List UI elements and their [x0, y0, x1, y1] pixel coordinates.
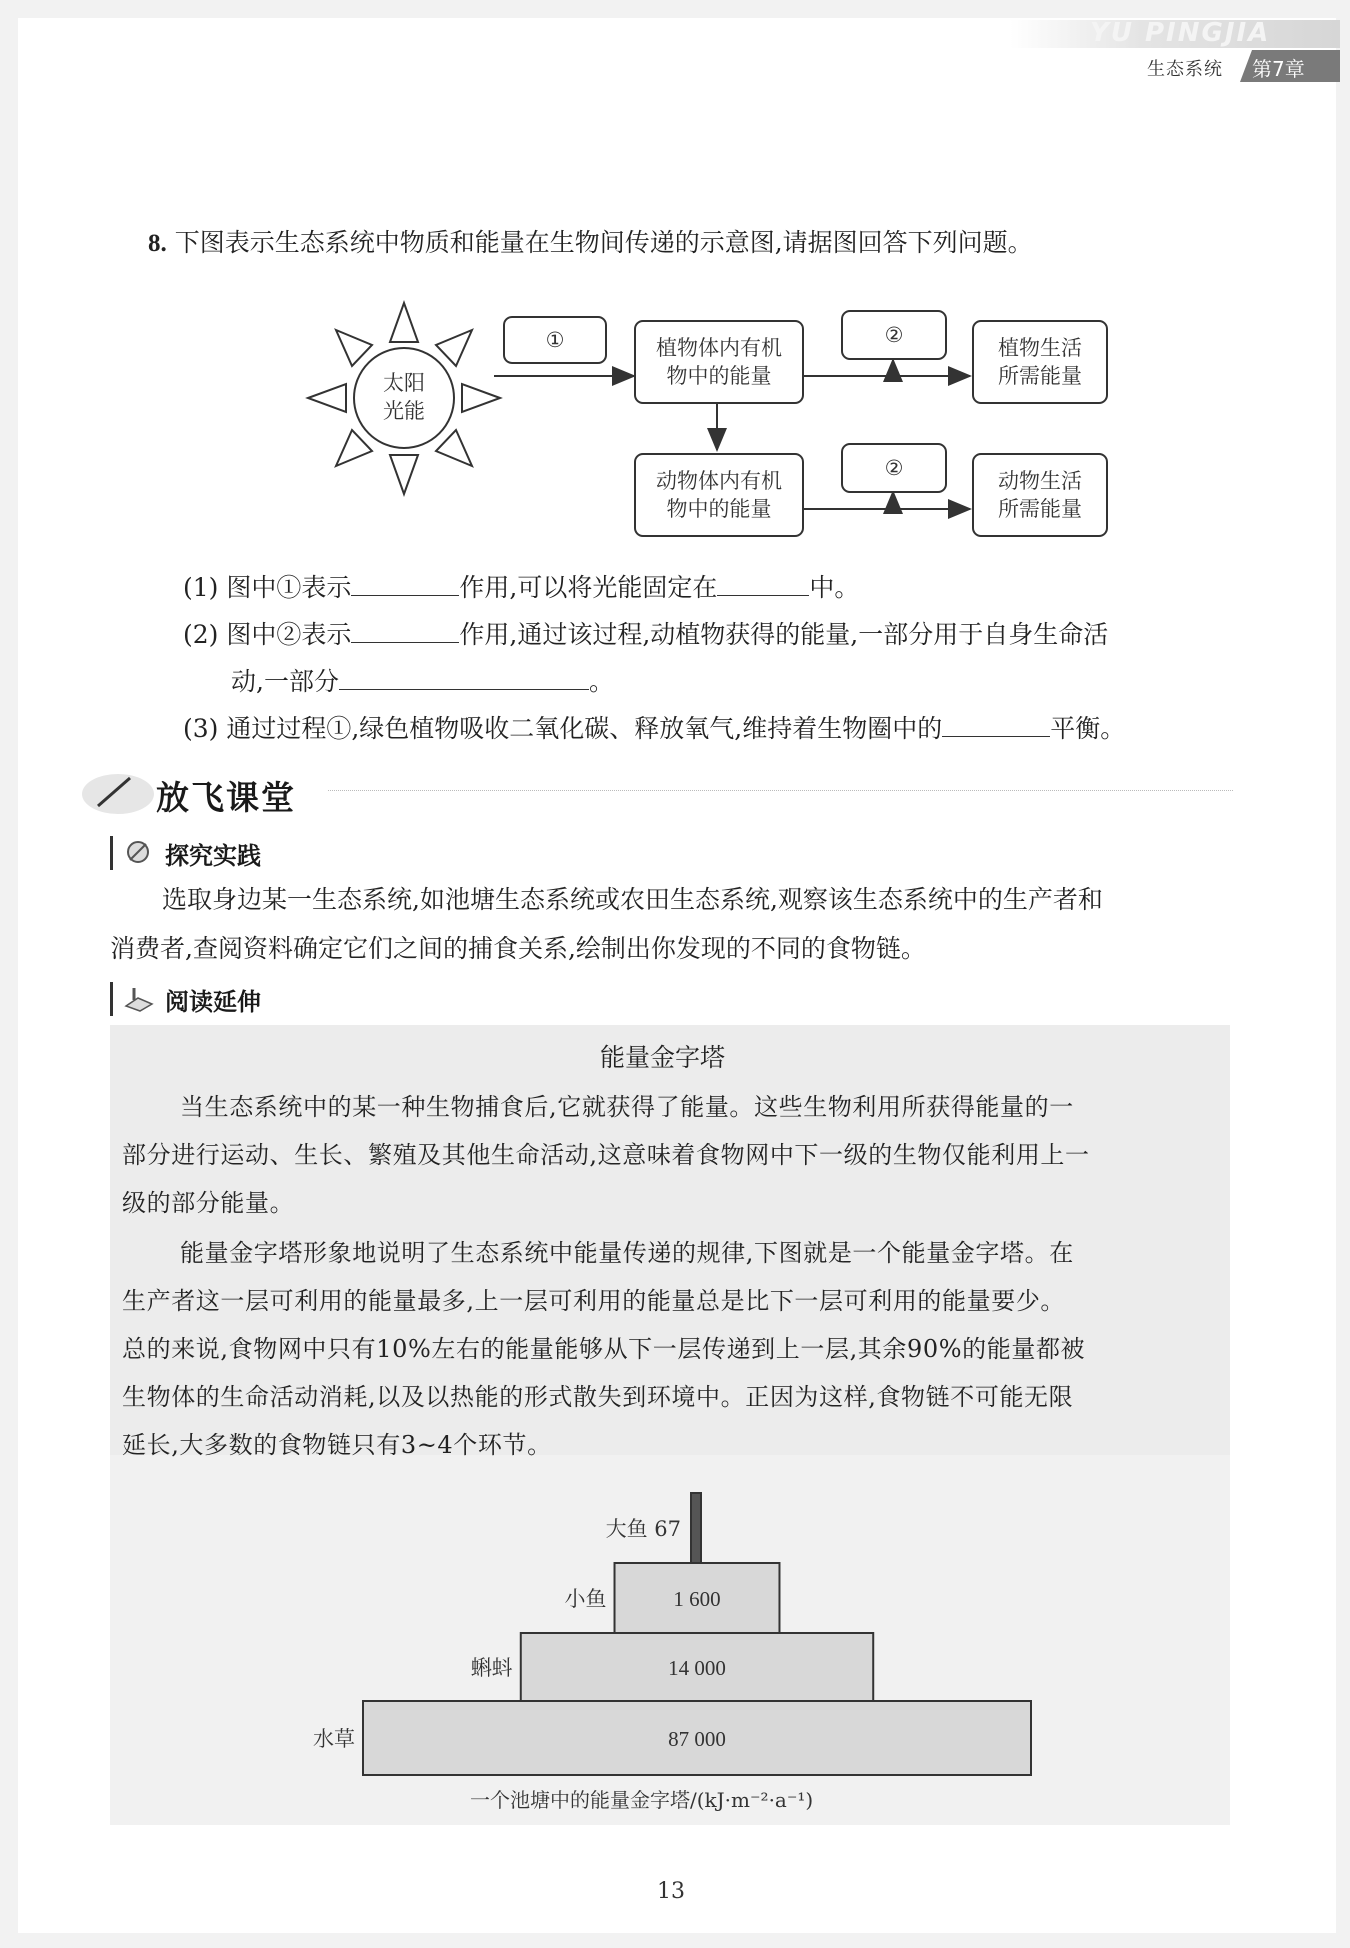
reading-p2-line4: 生物体的生命活动消耗,以及以热能的形式散失到环境中。正因为这样,食物链不可能无限 [122, 1383, 1074, 1411]
chapter-number: 第7章 [1252, 57, 1305, 81]
header-banner-text: YU PINGJIA [1090, 18, 1271, 48]
pyramid-category-label-3: 小鱼 [564, 1587, 607, 1611]
pyramid-value-label-2: 14 000 [668, 1656, 726, 1680]
reading-p2-line5: 延长,大多数的食物链只有3~4个环节。 [122, 1431, 552, 1459]
pyramid-category-label-1: 水草 [313, 1727, 355, 1751]
question-number: 8. [148, 230, 167, 257]
sub3-text-a: (3) 通过过程①,绿色植物吸收二氧化碳、释放氧气,维持着生物圈中的 [183, 714, 943, 743]
reading-title: 阅读延伸 [165, 988, 261, 1016]
pyramid-value-label-1: 87 000 [668, 1727, 726, 1751]
sub1-text-a: (1) 图中①表示 [183, 573, 352, 602]
sub1-text-c: 中。 [809, 573, 860, 602]
pyramid-layer-4 [691, 1493, 701, 1563]
pyramid-value-label-3: 1 600 [673, 1587, 721, 1611]
reading-p1-line2: 部分进行运动、生长、繁殖及其他生命活动,这意味着食物网中下一级的生物仅能利用上一 [122, 1141, 1090, 1169]
sun-label-line1: 太阳 [383, 371, 425, 395]
reading-p2-line1: 能量金字塔形象地说明了生态系统中能量传递的规律,下图就是一个能量金字塔。在 [180, 1239, 1074, 1267]
pyramid-caption: 一个池塘中的能量金字塔/(kJ·m⁻²·a⁻¹) [470, 1788, 814, 1812]
sub2-text-c: 动,一部分 [231, 667, 339, 696]
sub2-text-b: 作用,通过该过程,动植物获得的能量,一部分用于自身生命活 [459, 620, 1109, 649]
circle-number-2-bottom: ② [884, 456, 904, 480]
sun-label-line2: 光能 [383, 399, 425, 423]
pyramid-category-label-2: 蝌蚪 [470, 1656, 513, 1680]
reading-p2-line3: 总的来说,食物网中只有10%左右的能量能够从下一层传递到上一层,其余90%的能量都被 [122, 1335, 1086, 1363]
question-stem-text: 下图表示生态系统中物质和能量在生物间传递的示意图,请据图回答下列问题。 [174, 228, 1033, 257]
reading-p1-line1: 当生态系统中的某一种生物捕食后,它就获得了能量。这些生物利用所获得能量的一 [180, 1093, 1074, 1121]
sub1-text-b: 作用,可以将光能固定在 [459, 573, 718, 602]
animal-life-line2: 所需能量 [998, 497, 1082, 521]
chapter-label: 生态系统 [1147, 59, 1223, 80]
explore-line-1: 选取身边某一生态系统,如池塘生态系统或农田生态系统,观察该生态系统中的生产者和 [162, 885, 1103, 914]
plant-energy-line2: 物中的能量 [666, 364, 772, 388]
sub2-text-a: (2) 图中②表示 [183, 620, 352, 649]
circle-number-2-top: ② [884, 323, 904, 347]
circle-number-1: ① [545, 328, 565, 352]
animal-energy-line1: 动物体内有机 [656, 469, 782, 493]
animal-life-line1: 动物生活 [998, 469, 1082, 493]
plant-energy-line1: 植物体内有机 [656, 336, 782, 360]
sub2-text-d: 。 [588, 667, 614, 696]
explore-title: 探究实践 [165, 842, 261, 870]
reading-article-title: 能量金字塔 [600, 1043, 726, 1072]
explore-line-2: 消费者,查阅资料确定它们之间的捕食关系,绘制出你发现的不同的食物链。 [110, 934, 926, 963]
page-number: 13 [657, 1879, 685, 1904]
reading-p1-line3: 级的部分能量。 [122, 1189, 295, 1217]
pyramid-top-label: 大鱼 67 [605, 1517, 681, 1541]
animal-energy-line2: 物中的能量 [666, 497, 772, 521]
reading-p2-line2: 生产者这一层可利用的能量最多,上一层可利用的能量总是比下一层可利用的能量要少。 [122, 1287, 1066, 1315]
plant-life-line2: 所需能量 [998, 364, 1082, 388]
sub3-text-b: 平衡。 [1050, 714, 1126, 743]
plant-life-line1: 植物生活 [998, 336, 1082, 360]
section-title: 放飞课堂 [156, 778, 296, 817]
